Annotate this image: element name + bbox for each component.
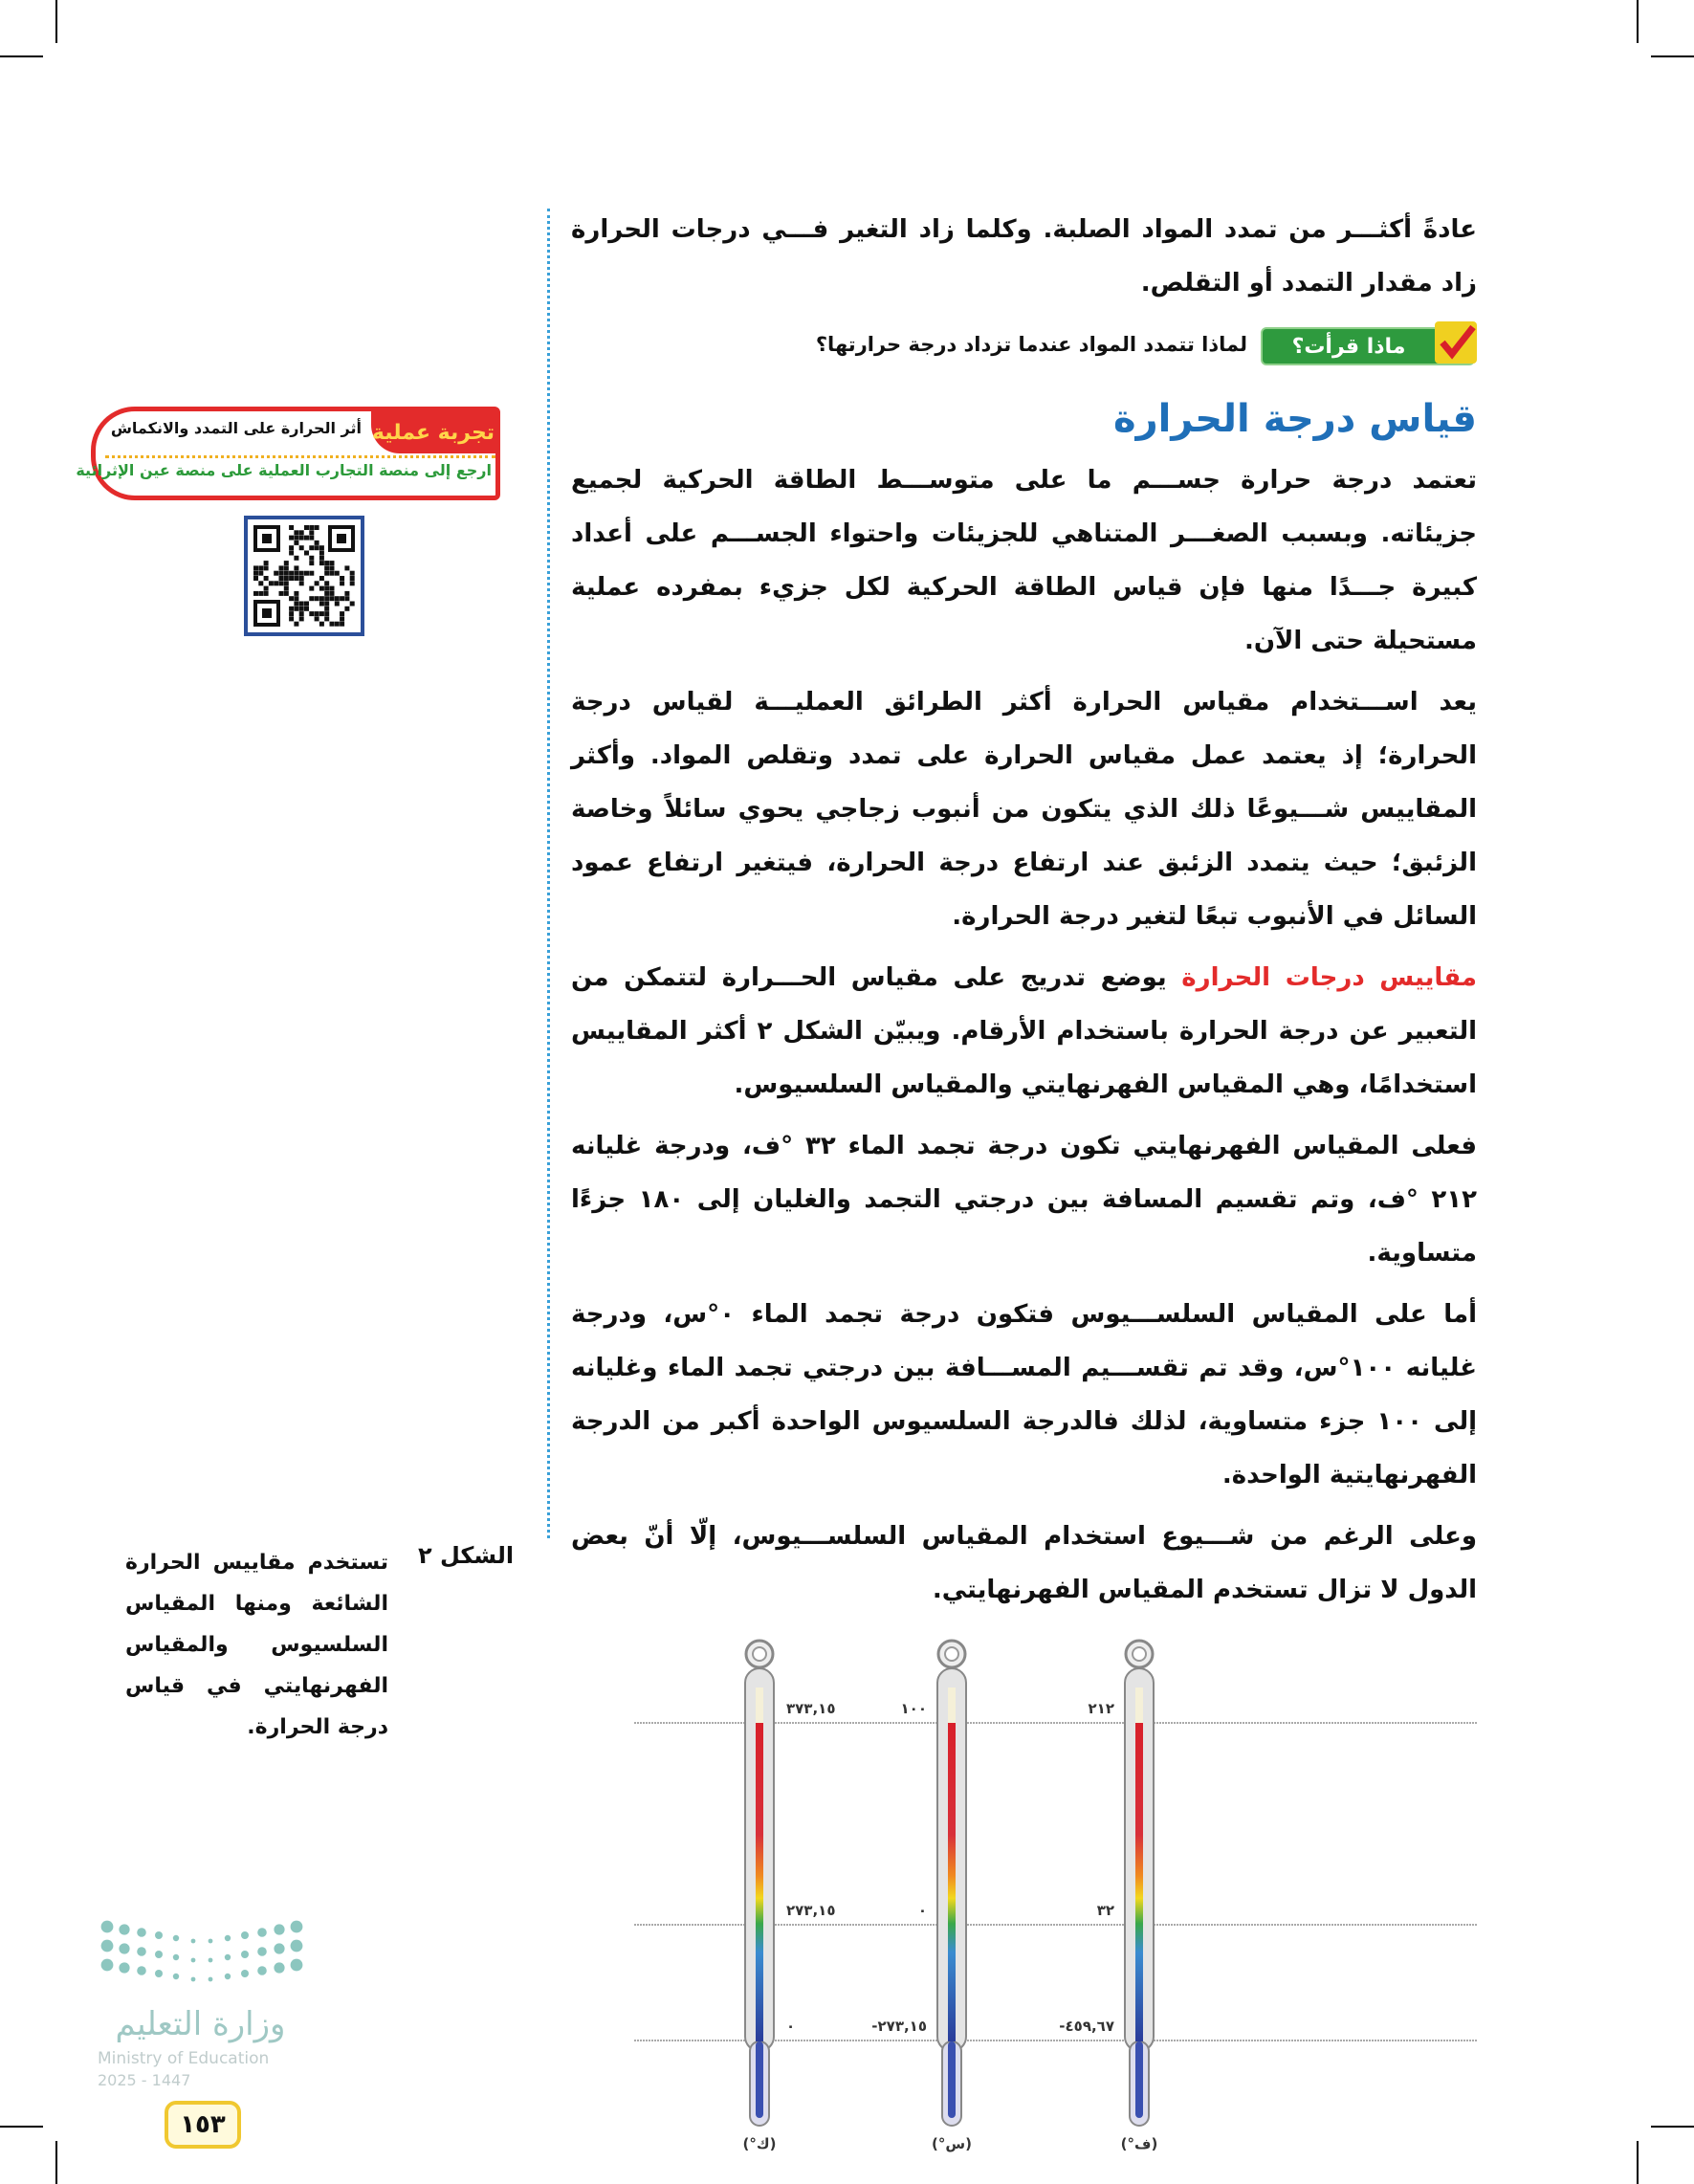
ministry-logo: [98, 1915, 303, 2097]
scale-label: ٣٧٣,١٥: [786, 1700, 836, 1717]
paragraph-5: أما على المقياس السلســـيوس فتكون درجة تجمد الماء ٠°س، ودرجة غليانه ١٠٠°س، وقد تم تقســـيم المســـافة بين درجتي تجمد الماء وغليانه إلى ١٠٠ جزء متساوية، لذلك فالدرجة السلسيوس الواحدة أكبر من الدرجة الفهرنهايتية الواحدة.: [571, 1300, 1478, 1489]
thermometer-capillary: [756, 1688, 763, 1723]
thermometer-capillary: [948, 1688, 956, 1723]
callout-tab: تجربة عملية: [371, 411, 495, 453]
thermometer-bulb-liquid: [756, 2041, 763, 2118]
what-did-you-read-question: لماذا تتمدد المواد عندما تزداد درجة حرارتها؟: [815, 333, 1247, 356]
scale-label: ٣٢: [1096, 1902, 1114, 1919]
ministry-name-ar: وزارة التعليم: [115, 2005, 286, 2043]
thermometer-capillary: [1135, 1688, 1143, 1723]
thermometer-ring-hole: [753, 1647, 766, 1661]
unit-label: (°ك): [742, 2135, 777, 2152]
paragraph-4: فعلى المقياس الفهرنهايتي تكون درجة تجمد الماء ٣٢ °ف، ودرجة غليانه ٢١٢ °ف، وتم تقسيم المسافة بين درجتي التجمد والغليان إلى ١٨٠ جزءًا متساوية.: [571, 1132, 1477, 1268]
thermometer-ring-hole: [945, 1647, 958, 1661]
thermometer: [743, 1641, 836, 2152]
callout-instruction: ارجع إلى منصة التجارب العملية على منصة عين الإثرائية: [76, 461, 492, 479]
scale-label: ٢١٢: [1088, 1700, 1114, 1717]
thermometer-liquid: [756, 1723, 763, 2041]
paragraph-1: تعتمد درجة حرارة جســـم ما على متوســـط الطاقة الحركية لجميع جزيئاته. وبسبب الصغـــر المتناهي للجزيئات واحتواء الجســـم على أعداد كبيرة جـــدًا منها فإن قياس الطاقة الحركية لكل جزيء بمفرده عملية مستحيلة حتى الآن.: [571, 466, 1477, 655]
paragraph-3-text: يوضع تدريج على مقياس الحـــرارة لتتمكن من التعبير عن درجة الحرارة باستخدام الأرقام. ويبيّن الشكل ٢ أكثر المقاييس استخدامًا، وهي المقياس الفهرنهايتي والمقياس السلسيوس.: [571, 963, 1478, 1099]
year: 2025 - 1447: [98, 2071, 191, 2089]
thermometer-bulb-liquid: [1135, 2041, 1143, 2118]
paragraph-6: وعلى الرغم من شـــيوع استخدام المقياس السلســـيوس، إلّا أنّ بعض الدول لا تزال تستخدم المقياس الفهرنهايتي.: [571, 1522, 1477, 1604]
callout-title: أثر الحرارة على التمدد والانكماش: [110, 419, 362, 437]
scale-label: ٠: [917, 1902, 927, 1919]
paragraph-intro: عادةً أكثـــر من تمدد المواد الصلبة. وكلما زاد التغير فـــي درجات الحرارة زاد مقدار التمدد أو التقلص.: [571, 215, 1477, 298]
thermometer: [871, 1641, 972, 2152]
thermometer-ring-hole: [1133, 1647, 1146, 1661]
paragraph-2: يعد اســـتخدام مقياس الحرارة أكثر الطرائق العمليـــة لقياس درجة الحرارة؛ إذ يعتمد عمل مقياس الحرارة على تمدد وتقلص المواد. وأكثر المقاييس شـــيوعًا ذلك الذي يتكون من أنبوب زجاجي يحوي سائلاً وخاصة الزئبق؛ حيث يتمدد الزئبق عند ارتفاع درجة الحرارة، فيتغير ارتفاع عمود السائل في الأنبوب تبعًا لتغير درجة الحرارة.: [571, 688, 1477, 931]
page-number: ١٥٣: [165, 2101, 241, 2149]
unit-label: (°س): [932, 2135, 972, 2152]
scale-label: -٤٥٩,٦٧: [1059, 2018, 1114, 2035]
figure-caption-title: الشكل ٢: [418, 1542, 515, 1569]
scale-label: ٢٧٣,١٥: [786, 1902, 836, 1919]
badge-label: ماذا قرأت؟: [1291, 334, 1406, 359]
scale-label: -٢٧٣,١٥: [871, 2018, 927, 2035]
thermometer-liquid: [1135, 1723, 1143, 2041]
thermometer-bulb-liquid: [948, 2041, 956, 2118]
logo-dots-icon: [98, 1915, 303, 2001]
figure-caption: تستخدم مقاييس الحرارة الشائعة ومنها المقياس السلسيوس والمقياس الفهرنهايتي في قياس درجة الحرارة.: [125, 1551, 388, 1739]
thermometer: [1059, 1641, 1157, 2152]
scale-label: ١٠٠: [900, 1700, 927, 1717]
key-term: مقاييس درجات الحرارة: [1181, 963, 1478, 992]
section-heading: قياس درجة الحرارة: [1112, 397, 1477, 441]
unit-label: (°ف): [1120, 2135, 1158, 2152]
thermometer-liquid: [948, 1723, 956, 2041]
ministry-name-en: Ministry of Education: [98, 2049, 270, 2068]
scale-label: ٠: [786, 2018, 796, 2035]
